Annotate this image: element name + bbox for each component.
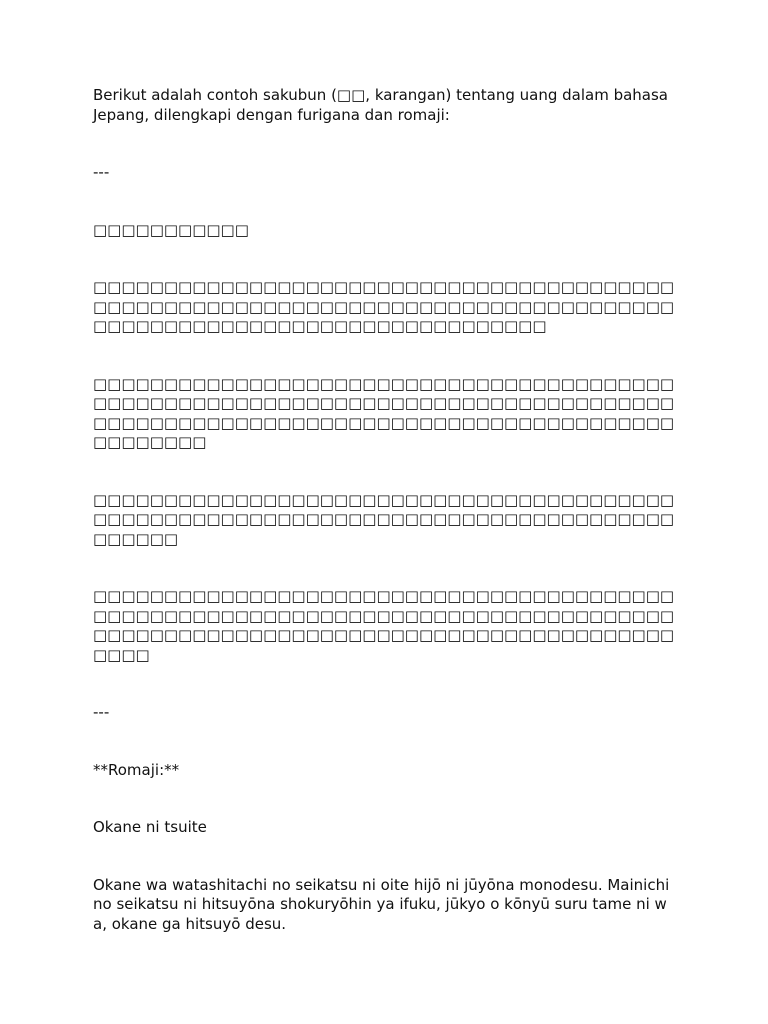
separator: --- (93, 163, 110, 181)
japanese-paragraph-2: □□□□□□□□□□□□□□□□□□□□□□□□□□□□□□□□□□□□□□□□□□□□□□□□□□□□□□□□□□□□□□□□□□□□□□□□□□□□□□□□□□□□□□□□□□□□□□□□□□□□□□□□□□□□□□□□□□□□□□□□□□□□□□□□□□□ (93, 374, 675, 451)
separator: --- (93, 703, 110, 721)
japanese-paragraph-3: □□□□□□□□□□□□□□□□□□□□□□□□□□□□□□□□□□□□□□□□□□□□□□□□□□□□□□□□□□□□□□□□□□□□□□□□□□□□□□□□□□□□□□□□ (93, 490, 675, 548)
romaji-label: **Romaji:** (93, 760, 180, 779)
japanese-title: □□□□□□□□□□□ (93, 220, 249, 239)
japanese-paragraph-4: □□□□□□□□□□□□□□□□□□□□□□□□□□□□□□□□□□□□□□□□□□□□□□□□□□□□□□□□□□□□□□□□□□□□□□□□□□□□□□□□□□□□□□□□□□□□□□□□□□□□□□□□□□□□□□□□□□□□□□□□□□□□□□□ (93, 587, 675, 664)
romaji-title: Okane ni tsuite (93, 818, 207, 836)
romaji-paragraph: Okane wa watashitachi no seikatsu ni oite hijō ni jūyōna monodesu. Mainichi no seikatsu ni hitsuyōna shokuryōhin ya ifuku, jūkyo o kōnyū suru tame ni wa, okane ga hitsuyō desu. (93, 875, 675, 933)
japanese-paragraph-1: □□□□□□□□□□□□□□□□□□□□□□□□□□□□□□□□□□□□□□□□□□□□□□□□□□□□□□□□□□□□□□□□□□□□□□□□□□□□□□□□□□□□□□□□□□□□□□□□□□□□□□□□□□□□□□□□□□ (93, 278, 675, 335)
intro-text: Berikut adalah contoh sakubun (□□, karangan) tentang uang dalam bahasa Jepang, dilengkapi dengan furigana dan romaji: (93, 86, 673, 124)
